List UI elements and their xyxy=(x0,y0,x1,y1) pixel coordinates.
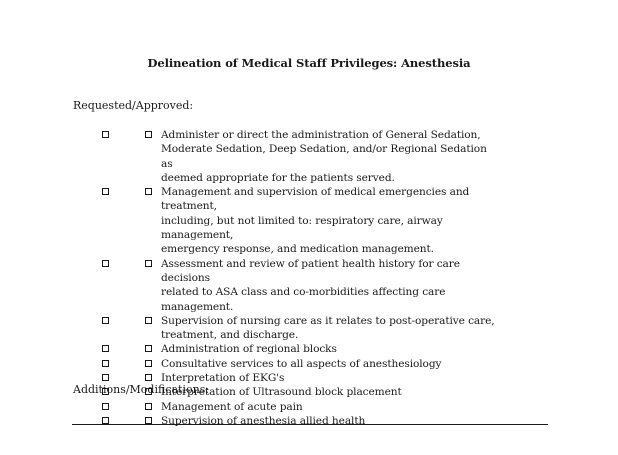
approved-checkbox[interactable] xyxy=(145,188,152,195)
privilege-item xyxy=(0,342,618,356)
approved-checkbox[interactable] xyxy=(145,417,152,424)
requested-checkbox[interactable] xyxy=(102,374,109,381)
approved-checkbox[interactable] xyxy=(145,345,152,352)
requested-checkbox[interactable] xyxy=(102,345,109,352)
privilege-item xyxy=(0,400,618,414)
approved-checkbox[interactable] xyxy=(145,403,152,410)
approved-checkbox[interactable] xyxy=(145,317,152,324)
privilege-item xyxy=(0,314,618,343)
privilege-item xyxy=(0,185,618,256)
privilege-text: Consultative services to all aspects of anesthesiology xyxy=(161,357,442,370)
page-title: Delineation of Medical Staff Privileges: Anesthesia xyxy=(147,56,471,70)
privilege-text: Interpretation of Ultrasound block placement xyxy=(161,386,402,399)
approved-checkbox[interactable] xyxy=(145,374,152,381)
requested-checkbox[interactable] xyxy=(102,403,109,410)
requested-checkbox[interactable] xyxy=(102,188,109,195)
privilege-item xyxy=(0,357,618,371)
approved-checkbox[interactable] xyxy=(145,360,152,367)
signature-line[interactable] xyxy=(72,424,548,425)
approved-checkbox[interactable] xyxy=(145,131,152,138)
privilege-text: Supervision of nursing care as it relates to post-operative care, treatment, and discharge. xyxy=(161,314,495,342)
privilege-text: Assessment and review of patient health history for care decisions related to ASA class and co-morbidities affecting care management. xyxy=(161,257,460,313)
privilege-text: Interpretation of EKG's xyxy=(161,372,285,385)
additions-modifications-label: Additions/Modifications: xyxy=(73,383,210,396)
requested-checkbox[interactable] xyxy=(102,360,109,367)
requested-checkbox[interactable] xyxy=(102,131,109,138)
privilege-text: Administration of regional blocks xyxy=(161,343,337,356)
privilege-text: Administer or direct the administration of General Sedation, Moderate Sedation, Deep Sedation, and/or Regional Sedation as deemed appropriate for the patients served. xyxy=(161,129,487,184)
privilege-text: Supervision of anesthesia allied health xyxy=(161,414,366,427)
privilege-item xyxy=(0,257,618,314)
privilege-item xyxy=(0,128,618,185)
requested-checkbox[interactable] xyxy=(102,317,109,324)
requested-checkbox[interactable] xyxy=(102,417,109,424)
approved-checkbox[interactable] xyxy=(145,260,152,267)
requested-checkbox[interactable] xyxy=(102,260,109,267)
privilege-text: Management of acute pain xyxy=(161,400,303,413)
requested-approved-label: Requested/Approved: xyxy=(73,99,194,112)
privilege-text: Management and supervision of medical emergencies and treatment, including, but not limited to: respiratory care, airway management, emergency response, and medication management. xyxy=(161,186,470,256)
privilege-item xyxy=(0,414,618,428)
